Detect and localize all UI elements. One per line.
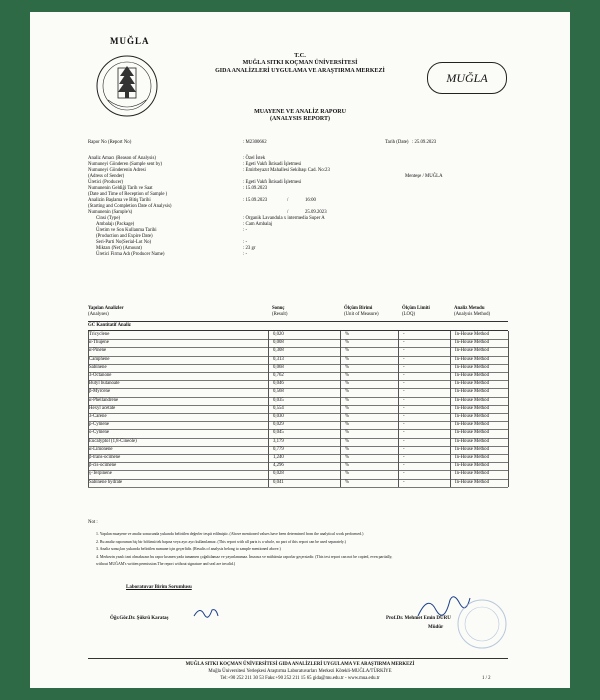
table-cell: - [403,438,405,444]
reception-time: 16:00 [305,198,316,203]
info-label: Analiz Amacı (Reason of Analysis) [88,156,156,161]
table-cell: % [345,455,349,460]
table-cell: - [403,405,405,411]
table-cell: In-House Method [455,414,489,419]
table-cell: In-House Method [455,381,489,387]
table-row [88,339,508,347]
table-cell: - [403,340,405,346]
table-header-main: Sonuç [272,306,285,311]
table-header-main: Yapılan Analizler [88,306,124,311]
center-name: GIDA ANALİZLERİ UYGULAMA VE ARAŞTIRMA MERKEZİ [215,68,385,74]
table-cell: Tricyclene [89,332,110,337]
table-cell: In-House Method [455,332,489,337]
table-header-sub: (Unit of Measure) [344,312,379,317]
info-label: (Date and Time of Reception of Sample ) [88,192,168,197]
table-cell: - [403,479,405,485]
table-cell: - [403,430,405,436]
info-value: : Cam Ambalaj [243,222,273,227]
staff-signature-icon [192,604,220,620]
table-cell: - [403,414,405,419]
table-cell: In-House Method [455,356,489,362]
table-cell: - [403,373,405,378]
table-cell: % [345,364,349,370]
table-cell: Eucalyptol (1,8-Cineole) [89,438,137,444]
university-name: MUĞLA SITKI KOÇMAN ÜNİVERSİTESİ [242,60,358,66]
table-cell: Camphene [89,356,110,362]
table-cell: - [403,446,405,452]
table-cell: % [345,438,349,444]
info-label: Analizin Başlama ve Bitiş Tarihi [88,198,151,203]
date-value: : 25.09.2023 [412,140,437,145]
table-header-sub: (Analyses) [88,312,109,317]
table-cell: Butyl butanoate [89,381,120,387]
table-cell: In-House Method [455,438,489,444]
table-row [88,372,508,380]
info-label: Numunenin Geldiği Tarih ve Saat [88,186,153,191]
info-value: : 23 gr [243,246,256,251]
table-cell: % [345,471,349,477]
note-item: 4. Merkezin yazılı izni olmaksızın bu rapor kısmen yada tamamen çoğaltılamaz ve yayınlanamaz. İmzasız ve mühürsüz raporlar geçersizdir. (This test report can not be copied, even partially, [96,554,393,559]
table-cell: 0,020 [273,332,284,337]
table-cell: % [345,446,349,452]
table-cell: 0,762 [273,373,284,378]
table-cell: 0,779 [273,446,284,452]
table-cell: In-House Method [455,446,489,452]
table-row [88,421,508,429]
table-cell: % [345,356,349,362]
table-row [88,364,508,372]
table-header-main: Ölçüm Limiti [402,306,430,311]
reception-time-separator: / [287,198,289,203]
table-cell: 0,568 [273,389,284,395]
report-subtitle: (ANALYSIS REPORT) [269,116,331,122]
table-cell: β-trans-ocimene [89,455,121,460]
table-cell: β-cis-ocimene [89,463,117,469]
mugam-logo [427,62,507,94]
table-cell: α-Limonene [89,446,113,452]
table-row [88,397,508,405]
table-header-main: Ölçüm Birimi [344,306,373,311]
table-cell: In-House Method [455,430,489,436]
table-cell: - [403,455,405,460]
table-cell: o-Cymene [89,430,109,436]
table-row [88,380,508,388]
table-cell: % [345,340,349,346]
table-cell: 3-Carene [89,414,107,419]
footer-center-name: MUĞLA SITKI KOÇMAN ÜNİVERSİTESİ GIDA ANALİZLERİ UYGULAMA VE ARAŞTIRMA MERKEZİ [185,662,415,667]
table-cell: - [403,348,405,354]
official-stamp-icon [454,596,510,652]
info-label: Numunenin (Sample's) [88,210,133,215]
table-row [88,347,508,355]
table-cell: In-House Method [455,405,489,411]
table-cell: In-House Method [455,397,489,403]
info-value: : - [243,252,248,257]
table-cell: - [403,463,405,469]
info-label: Miktarı (Net) (Amount) [96,246,142,251]
results-table-header [88,306,508,320]
table-cell: % [345,381,349,387]
table-cell: 0,046 [273,381,284,387]
table-cell: - [403,332,405,337]
director-name: Prof.Dr. Mehmet Emin DURU [386,616,451,621]
report-no-value: : M2300662 [243,140,267,145]
table-section-title: GC Kantitatif Analiz [88,323,131,328]
table-cell: % [345,389,349,395]
footer-contact: Tel:+90 252 211 30 53 Faks:+90 252 211 15 65 gida@mu.edu.tr - www.mua.edu.tr [220,676,380,681]
info-value: : Egeti Vakfı İktisadi İşletmesi [243,180,302,185]
table-cell: γ-Terpinene [89,471,112,477]
table-cell: In-House Method [455,479,489,485]
table-cell: Sabinene [89,364,107,370]
table-cell: - [403,389,405,395]
table-cell: 0,030 [273,414,284,419]
table-cell: In-House Method [455,348,489,354]
table-cell: 0,554 [273,405,284,411]
note-item: 3. Analiz sonuçları yukarıda belirtilen numune için geçerlidir. (Results of analysis belong to sample mentioned above.) [96,547,281,551]
table-row [88,429,508,437]
table-row [88,331,508,339]
table-cell: - [403,397,405,403]
mugam-logo-text: MUĞLA [446,70,488,85]
table-cell: α-Pinene [89,348,107,354]
table-cell: Sabinene hydrate [89,479,123,485]
info-label: Üretim ve Son Kullanma Tarihi [96,228,157,233]
director-title: Müdür [428,625,444,630]
info-label: (Starting and Completion Date of Analysis) [88,204,172,209]
report-sheet [30,12,570,688]
info-label: Numuneyi Gönderen (Sample sent by) [88,162,163,167]
table-header-main: Analiz Metodu [454,306,485,311]
table-cell: % [345,405,349,411]
table-cell: 1,240 [273,455,284,460]
table-cell: - [403,471,405,477]
table-cell: 0,008 [273,340,284,346]
table-cell: α-Phellandrene [89,397,119,403]
table-cell: 0,045 [273,430,284,436]
table-row [88,356,508,364]
info-label: (Production and Expire Date) [96,234,153,239]
table-row [88,413,508,421]
table-header-sub: (Analysis Method) [454,312,491,317]
info-value: : - [243,228,248,233]
table-cell: 0,028 [273,471,284,477]
table-cell: 4,296 [273,463,284,469]
address-city: Menteşe / MUĞLA [405,174,443,179]
table-cell: In-House Method [455,455,489,460]
table-cell: % [345,332,349,337]
completion-separator: / [287,210,289,215]
info-value: : Organik Lavandula x intermedia Super A [243,216,325,221]
notes-title: Not : [88,520,98,525]
table-cell: % [345,373,349,378]
note-item: without MUĞAM's written permission.The report without signature and seal are invalid.) [96,562,236,566]
table-cell: % [345,422,349,428]
page-number: 1 / 2 [482,676,491,681]
table-header-sub: (Result) [272,312,288,317]
table-header-sub: (LOQ) [402,312,416,317]
info-label: Numuneyi Gönderenin Adresi [88,168,146,173]
table-cell: In-House Method [455,340,489,346]
table-cell: 0,068 [273,364,284,370]
info-label: (Adress of Sender) [88,174,125,179]
report-title: MUAYENE VE ANALİZ RAPORU [254,109,346,115]
note-item: 1. Yapılan muayene ve analiz sonucunda yukarıda belirtilen değerler tespit edilmiştir. (Above mentioned values have been determined from the analytical work performed.) [96,532,364,536]
table-cell: % [345,430,349,436]
table-cell: In-House Method [455,389,489,395]
info-value: : - [243,240,248,245]
date-label: Tarih (Date) [385,140,409,145]
report-no-label: Rapor No (Report No) [88,140,132,145]
table-cell: - [403,422,405,428]
table-cell: - [403,356,405,362]
info-value: : Özel İstek [243,156,266,161]
table-cell: Hexyl acetate [89,405,116,411]
table-cell: p-Cymene [89,422,109,428]
university-logo-text: MUĞLA [110,36,150,46]
table-cell: α-Thujene [89,340,109,346]
footer-address: Muğla Üniversitesi Yerleşkesi Araştırma Laboratuvarları Merkezi Kötekli-MUĞLA/TÜRKİYE [208,669,392,674]
table-cell: 0,029 [273,422,284,428]
table-cell: 0,308 [273,348,284,354]
table-cell: In-House Method [455,373,489,378]
info-value: : Emirbeyazıt Mahallesi Sekibaşı Cad. No:23 [243,168,330,173]
table-row [88,405,508,413]
info-label: Seri-Parti No(Serial-Lot No) [96,240,152,245]
info-value: : 15.09.2023 [243,198,268,203]
table-cell: 3,179 [273,438,284,444]
table-cell: % [345,348,349,354]
info-value: : Egeti Vakfı İktisadi İşletmesi [243,162,302,167]
table-row [88,479,508,487]
tc-heading: T.C. [294,52,306,59]
table-row [88,388,508,396]
info-label: Cinsi (Type) [96,216,121,221]
staff-name: Öğr.Gör.Dr. Şükrü Karataş [110,616,169,621]
table-cell: % [345,414,349,419]
table-cell: - [403,381,405,387]
completion-date: 25.09.2023 [305,210,327,215]
table-cell: 3-Octanone [89,373,112,378]
table-cell: % [345,397,349,403]
table-row [88,438,508,446]
info-label: Ambalajı (Package) [96,222,135,227]
note-item: 2. Bu analiz raporunun hiç bir bölümü tek başına veya ayrı ayrı kullanılamaz. (This report with all parts is a whole, no part of this report can be used separately.) [96,539,346,544]
table-cell: % [345,479,349,485]
table-row [88,446,508,454]
table-cell: In-House Method [455,364,489,370]
table-row [88,470,508,478]
table-row [88,454,508,462]
table-cell: β-Myrcene [89,389,111,395]
info-label: Üretici (Producer) [88,180,124,185]
staff-title: Laboratuvar Birim Sorumlusu [126,585,192,590]
table-cell: In-House Method [455,463,489,469]
info-label: Üretici Firma Adı (Producer Name) [96,252,165,257]
table-cell: - [403,364,405,370]
table-cell: 0,313 [273,356,284,362]
table-cell: % [345,463,349,469]
table-cell: 0,041 [273,479,284,485]
info-value: : 15.09.2023 [243,186,268,191]
table-cell: 0,035 [273,397,284,403]
table-row [88,462,508,470]
table-cell: In-House Method [455,422,489,428]
table-cell: In-House Method [455,471,489,477]
